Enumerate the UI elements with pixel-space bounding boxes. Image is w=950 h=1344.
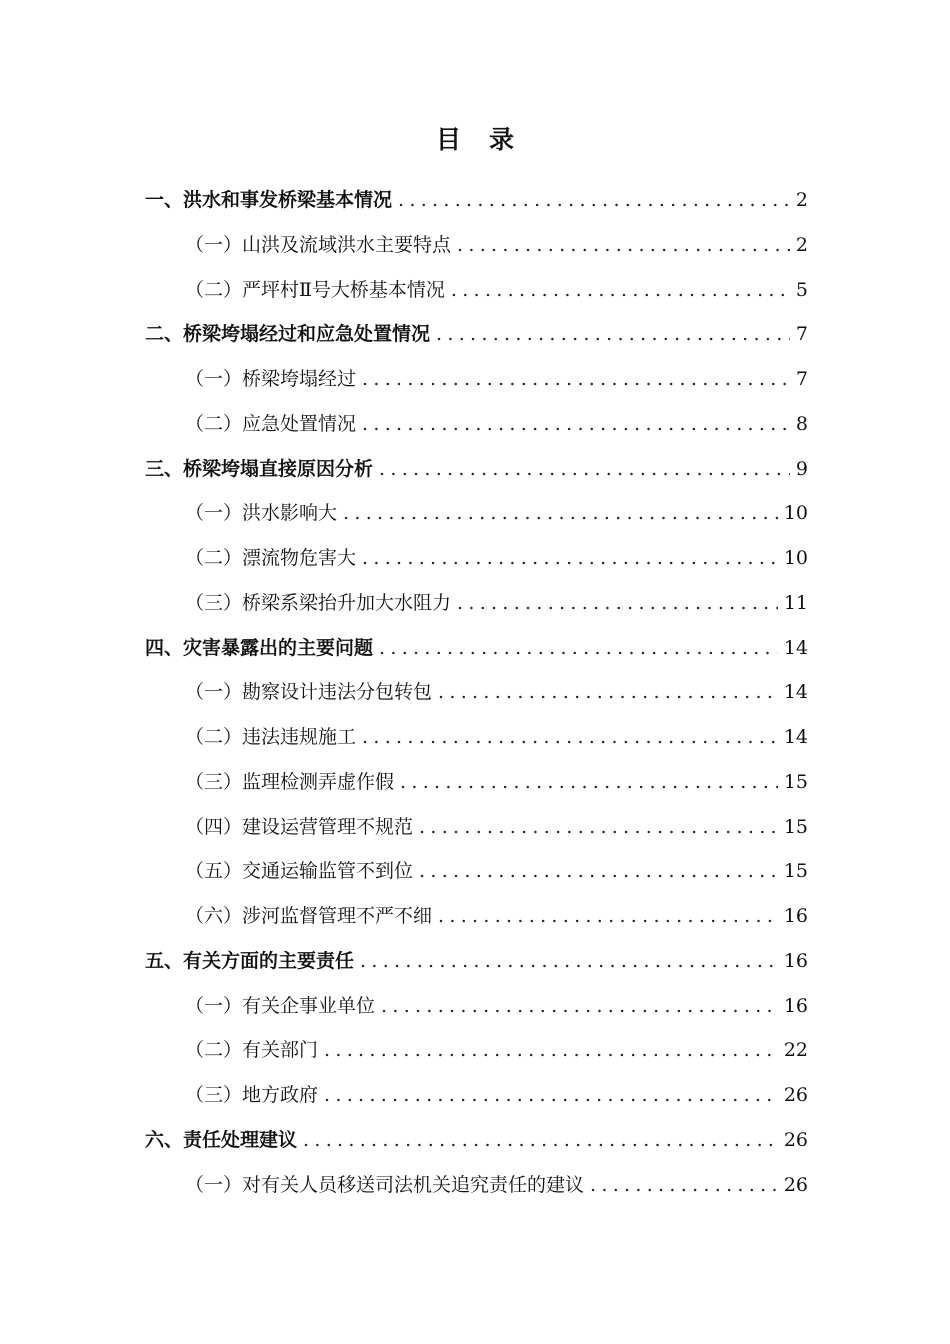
toc-entry-label: （一）勘察设计违法分包转包 (185, 681, 433, 704)
toc-entry-label: （四）建设运营管理不规范 (185, 815, 414, 838)
toc-dot-leader (419, 805, 778, 850)
toc-page-number: 10 (783, 547, 808, 569)
toc-section-entry[interactable] (145, 447, 808, 492)
page-title-char-2: 录 (489, 125, 515, 154)
toc-subsection-entry[interactable] (145, 894, 808, 939)
toc-entry-label: 一、洪水和事发桥梁基本情况 (145, 189, 393, 211)
toc-page-number: 7 (795, 323, 808, 346)
toc-dot-leader (438, 670, 778, 715)
page-title-char-1: 目 (435, 125, 461, 154)
toc-dot-leader (362, 536, 778, 581)
toc-dot-leader (379, 447, 790, 492)
toc-subsection-entry[interactable] (145, 357, 808, 402)
toc-entry-label: （二）违法违规施工 (185, 726, 357, 748)
toc-dot-leader (324, 1028, 778, 1073)
toc-dot-leader (438, 894, 778, 939)
toc-section-entry[interactable] (145, 1118, 808, 1163)
toc-entry-label: （三）地方政府 (185, 1084, 319, 1106)
toc-dot-leader (457, 223, 790, 268)
toc-entry-label: （一）洪水影响大 (185, 502, 338, 525)
toc-page-number: 15 (783, 770, 808, 793)
toc-subsection-entry[interactable] (145, 849, 808, 894)
toc-page-number: 7 (795, 368, 808, 390)
toc-entry-label: （二）漂流物危害大 (185, 547, 357, 569)
toc-section-entry[interactable] (145, 939, 808, 984)
toc-entry-label: （一）有关企事业单位 (185, 994, 376, 1017)
toc-page-number: 14 (783, 636, 808, 659)
toc-dot-leader (362, 402, 790, 447)
toc-subsection-entry[interactable] (145, 491, 808, 536)
toc-page-number: 26 (783, 1084, 808, 1106)
toc-entry-label: 二、桥梁垮塌经过和应急处置情况 (145, 323, 431, 346)
toc-dot-leader (362, 357, 790, 402)
toc-entry-label: （三）监理检测弄虚作假 (185, 770, 395, 793)
toc-entry-label: （二）严坪村Ⅱ号大桥基本情况 (185, 278, 445, 301)
toc-entry-label: 四、灾害暴露出的主要问题 (145, 636, 374, 659)
toc-subsection-entry[interactable] (145, 715, 808, 760)
toc-subsection-entry[interactable] (145, 402, 808, 447)
toc-section-entry[interactable] (145, 626, 808, 671)
toc-page-number: 8 (795, 412, 808, 435)
toc-entry-label: （五）交通运输监管不到位 (185, 860, 414, 883)
toc-subsection-entry[interactable] (145, 1028, 808, 1073)
toc-dot-leader (381, 984, 778, 1029)
table-of-contents (145, 178, 808, 1207)
toc-entry-label: 三、桥梁垮塌直接原因分析 (145, 457, 374, 480)
toc-dot-leader (360, 939, 778, 984)
toc-page-number: 11 (783, 591, 808, 614)
toc-page-number: 15 (783, 860, 808, 883)
toc-entry-label: （一）对有关人员移送司法机关追究责任的建议 (185, 1173, 585, 1196)
toc-page-number: 22 (783, 1039, 808, 1062)
toc-page-number: 26 (783, 1173, 808, 1196)
toc-dot-leader (451, 268, 790, 313)
toc-page-number: 9 (795, 457, 808, 480)
toc-subsection-entry[interactable] (145, 223, 808, 268)
toc-dot-leader (436, 312, 790, 357)
toc-subsection-entry[interactable] (145, 984, 808, 1029)
toc-page-number: 16 (783, 994, 808, 1017)
toc-subsection-entry[interactable] (145, 805, 808, 850)
toc-section-entry[interactable] (145, 312, 808, 357)
toc-page-number: 15 (783, 815, 808, 838)
toc-page-number: 14 (783, 681, 808, 704)
toc-subsection-entry[interactable] (145, 581, 808, 626)
toc-subsection-entry[interactable] (145, 760, 808, 805)
toc-page-number: 16 (783, 949, 808, 972)
toc-entry-label: （二）有关部门 (185, 1039, 319, 1062)
toc-section-entry[interactable] (145, 178, 808, 223)
toc-entry-label: （一）桥梁垮塌经过 (185, 368, 357, 390)
toc-page-number: 26 (783, 1128, 808, 1151)
toc-subsection-entry[interactable] (145, 1073, 808, 1118)
toc-subsection-entry[interactable] (145, 1163, 808, 1208)
toc-dot-leader (362, 715, 778, 760)
toc-entry-label: （二）应急处置情况 (185, 412, 357, 435)
page-title (0, 120, 950, 160)
toc-dot-leader (303, 1118, 778, 1163)
toc-entry-label: （三）桥梁系梁抬升加大水阻力 (185, 591, 452, 614)
toc-entry-label: （六）涉河监督管理不严不细 (185, 905, 433, 927)
toc-page-number: 5 (795, 278, 808, 301)
toc-subsection-entry[interactable] (145, 268, 808, 313)
toc-dot-leader (398, 178, 790, 223)
toc-page-number: 14 (783, 726, 808, 748)
toc-dot-leader (379, 626, 778, 671)
toc-subsection-entry[interactable] (145, 536, 808, 581)
toc-dot-leader (590, 1163, 778, 1208)
toc-subsection-entry[interactable] (145, 670, 808, 715)
toc-entry-label: （一）山洪及流域洪水主要特点 (185, 233, 452, 256)
toc-page-number: 16 (783, 905, 808, 927)
toc-dot-leader (457, 581, 778, 626)
toc-dot-leader (419, 849, 778, 894)
toc-entry-label: 六、责任处理建议 (145, 1128, 298, 1151)
toc-page-number: 2 (795, 233, 808, 256)
toc-page-number: 10 (783, 502, 808, 525)
toc-page-number: 2 (795, 189, 808, 211)
toc-dot-leader (324, 1073, 778, 1118)
toc-dot-leader (343, 491, 778, 536)
toc-dot-leader (400, 760, 778, 805)
toc-entry-label: 五、有关方面的主要责任 (145, 949, 355, 972)
